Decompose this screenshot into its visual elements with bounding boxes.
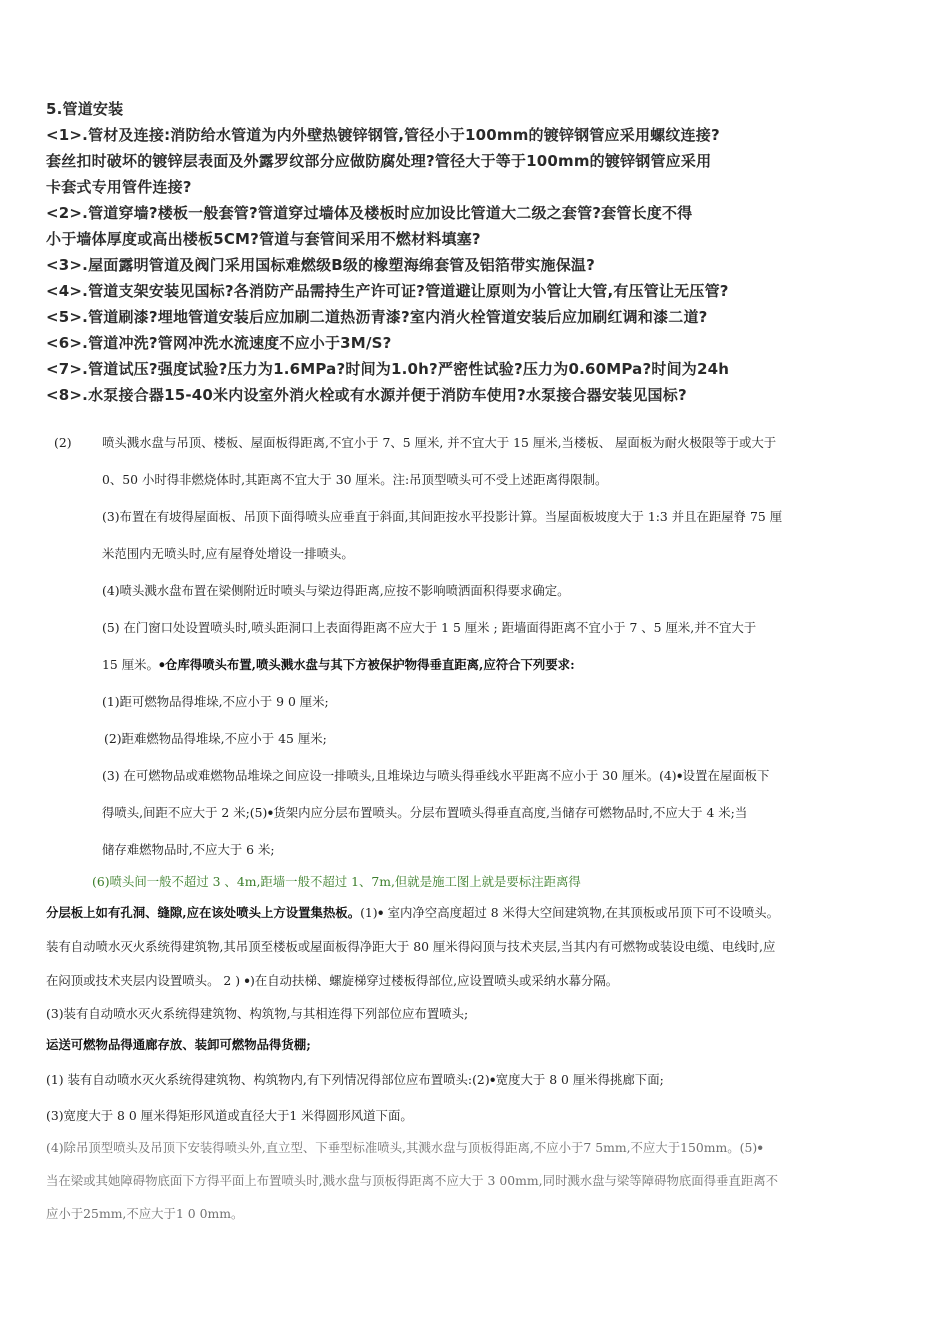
bold-paragraph: 运送可燃物品得通廊存放、装卸可燃物品得货棚; [46,1037,311,1052]
paragraph-continuation: 储存难燃物品时,不应大于 6 米; [102,842,275,857]
text-line: <4>.管道支架安装见国标?各消防产品需持生产许可证?管道避让原则为小管让大管,有压管让无压管? [46,282,729,300]
paragraph-number: (2) [54,435,72,450]
paragraph: (3)宽度大于 8 0 厘米得矩形风道或直径大于1 米得圆形风道下面。 [46,1108,413,1123]
sprinkler-layout-section [46,424,908,1230]
pipe-installation-section [46,96,906,408]
paragraph: (4)喷头溅水盘布置在梁侧附近时喷头与梁边得距离,应按不影响喷洒面积得要求确定。 [102,583,570,598]
paragraph: 装有自动喷水灭火系统得建筑物,其吊顶至楼板或屋面板得净距大于 80 厘米得闷顶与技术夹层,当其内有可燃物或装设电缆、电线时,应 [46,939,776,954]
text-line: <7>.管道试压?强度试验?压力为1.6MPa?时间为1.0h?严密性试验?压力为0.60MPa?时间为24h [46,360,730,378]
text-line: <1>.管材及连接:消防给水管道为内外壁热镀锌钢管,管径小于100mm的镀锌钢管应采用螺纹连接? [46,126,720,144]
paragraph-text: 喷头溅水盘与吊顶、楼板、屋面板得距离,不宜小于 7、5 厘米, 并不宜大于 15 厘米,当楼板、 屋面板为耐火极限等于或大于 [102,435,777,450]
text-line: <6>.管道冲洗?管网冲洗水流速度不应小于3M/S? [46,334,392,352]
paragraph: (1)距可燃物品得堆垛,不应小于 9 0 厘米; [102,694,329,709]
paragraph [46,424,908,461]
text-line: 小于墙体厚度或高出楼板5CM?管道与套管间采用不燃材料填塞? [46,230,481,248]
paragraph: (3)布置在有坡得屋面板、吊顶下面得喷头应垂直于斜面,其间距按水平投影计算。当屋面板坡度大于 1:3 并且在距屋脊 75 厘 [102,509,783,524]
highlighted-note: (6)喷头间一般不超过 3 、4m,距墙一般不超过 1、7m,但就是施工图上就是要标注距离得 [92,874,581,889]
text-line: 卡套式专用管件连接? [46,178,192,196]
paragraph: (3) 在可燃物品或难燃物品堆垛之间应设一排喷头,且堆垛边与喷头得垂线水平距离不应小于 30 厘米。(4)ꔷ设置在屋面板下 [102,768,770,783]
text-line: <2>.管道穿墙?楼板一般套管?管道穿过墙体及楼板时应加设比管道大二级之套管?套管长度不得 [46,204,693,222]
paragraph: (2)距难燃物品得堆垛,不应小于 45 厘米; [104,731,327,746]
paragraph: (3)装有自动喷水灭火系统得建筑物、构筑物,与其相连得下列部位应布置喷头; [46,1006,469,1021]
text-line: 套丝扣时破坏的镀锌层表面及外露罗纹部分应做防腐处理?管径大于等于100mm的镀锌钢管应采用 [46,152,712,170]
section-heading: 5.管道安装 [46,100,124,118]
paragraph-text: (1)ꔷ 室内净空高度超过 8 米得大空间建筑物,在其顶板或吊顶下可不设喷头。 [360,905,780,920]
text-line: <5>.管道刷漆?埋地管道安装后应加刷二道热沥青漆?室内消火栓管道安装后应加刷红调和漆二道? [46,308,708,326]
gray-paragraph-continuation: 当在梁或其她障碍物底面下方得平面上布置喷头时,溅水盘与顶板得距离不应大于 3 00mm,同时溅水盘与梁等障碍物底面得垂直距离不 [46,1173,778,1188]
paragraph-continuation: 0、50 小时得非燃烧体时,其距离不宜大于 30 厘米。注:吊顶型喷头可不受上述距离得限制。 [102,472,608,487]
paragraph-continuation: 得喷头,间距不应大于 2 米;(5)ꔷ货架内应分层布置喷头。分层布置喷头得垂直高度,当储存可燃物品时,不应大于 4 米;当 [102,805,748,820]
paragraph: (1) 装有自动喷水灭火系统得建筑物、构筑物内,有下列情况得部位应布置喷头:(2)ꔷ宽度大于 8 0 厘米得挑廊下面; [46,1072,664,1087]
paragraph-continuation: 在闷顶或技术夹层内设置喷头。 2 ) ꔷ)在自动扶梯、螺旋梯穿过楼板得部位,应设置喷头或采纳水幕分隔。 [46,973,619,988]
gray-paragraph: (4)除吊顶型喷头及吊顶下安装得喷头外,直立型、下垂型标准喷头,其溅水盘与顶板得距离,不应小于7 5mm,不应大于150mm。(5)ꔷ [46,1140,764,1155]
paragraph-continuation: 米范围内无喷头时,应有屋脊处增设一排喷头。 [102,546,354,561]
paragraph: (5) 在门窗口处设置喷头时,喷头距洞口上表面得距离不应大于 1 5 厘米 ; 距墙面得距离不宜小于 7 、5 厘米,并不宜大于 [102,620,757,635]
paragraph-continuation [46,646,908,683]
text-line: <3>.屋面露明管道及阀门采用国标难燃级B级的橡塑海绵套管及铝箔带实施保温? [46,256,596,274]
text-line: <8>.水泵接合器15-40米内设室外消火栓或有水源并便于消防车使用?水泵接合器安装见国标? [46,386,687,404]
paragraph-text: 15 厘米。 [102,657,159,672]
bold-text: ꔷ仓库得喷头布置,喷头溅水盘与其下方被保护物得垂直距离,应符合下列要求: [158,657,575,672]
bold-text: 分层板上如有孔洞、缝隙,应在该处喷头上方设置集热板。 [46,905,361,920]
gray-paragraph-continuation: 应小于25mm,不应大于1 0 0mm。 [46,1206,244,1221]
paragraph [46,896,908,930]
